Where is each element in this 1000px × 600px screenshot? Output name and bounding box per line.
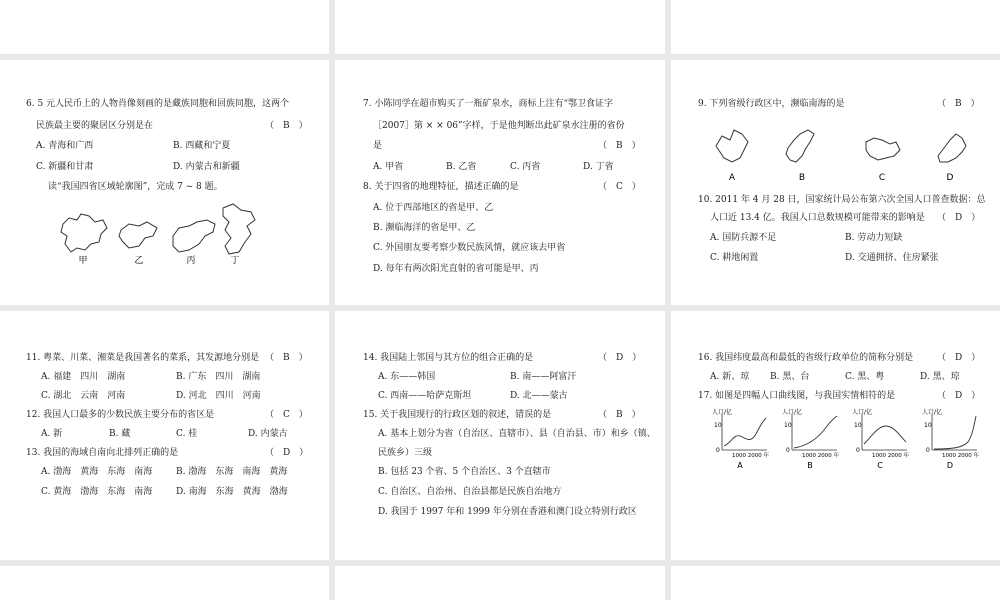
graph-c-curve [864,426,906,444]
q11-answer: （ B ） [265,353,308,363]
q13-option-a: A. 渤海 黄海 东海 南海 [41,467,153,477]
q16-option-d: D. 黑、琼 [920,372,960,382]
graph-a-y0: 0 [716,447,720,454]
q11-option-d: D. 河北 四川 河南 [176,391,261,401]
q14-option-b: B. 南——阿富汗 [510,372,577,382]
shape-option-d [938,134,966,162]
q7-8-intro: 读“我国四省区域轮廓图”，完成 7 ~ 8 题。 [48,182,223,192]
province-map-ding [223,204,255,254]
graph-d-xticks: 1000 2000 年 [942,453,979,459]
card-bottom-mid-partial [335,566,665,600]
graph-d [922,408,979,470]
province-map-bing [173,220,215,252]
graph-d-label: D [946,461,954,470]
shape-option-a [716,130,748,162]
province-shape-options [710,122,970,184]
q6-answer: （ B ） [265,121,308,131]
q13-option-b: B. 渤海 东海 南海 黄海 [176,467,288,477]
q8-option-d: D. 每年有两次阳光直射的省可能是甲、丙 [373,264,539,274]
q10-line1: 10. 2011 年 4 月 28 日，国家统计局公布第六次全国人口普查数据：总 [698,195,986,205]
graph-c-xticks: 1000 2000 年 [872,453,909,459]
graph-a-ylabel: 人口/亿 [712,409,733,416]
graph-d-ytick: 10 [924,422,932,429]
q10-option-a: A. 国防兵源不足 [710,233,777,243]
graph-d-curve [934,416,976,449]
graph-c-ytick: 10 [854,422,862,429]
map-label-yi: 乙 [134,256,144,266]
q6-option-b: B. 西藏和宁夏 [173,141,231,151]
q6-option-d: D. 内蒙古和新疆 [173,162,240,172]
graph-a-xticks: 1000 2000 年 [732,453,769,459]
q10-option-b: B. 劳动力短缺 [845,233,903,243]
q15-answer: （ B ） [598,410,641,420]
q14-option-d: D. 北——蒙古 [510,391,568,401]
map-label-ding: 丁 [230,256,240,266]
card-bottom-right-partial [671,566,1000,600]
q9-stem: 9. 下列省级行政区中，濒临南海的是 [698,99,845,109]
graph-b-xticks: 1000 2000 年 [802,453,839,459]
graph-b [782,408,839,470]
graph-a-label: A [737,461,743,470]
shape-option-c [866,138,900,160]
card-bottom-left-partial [0,566,329,600]
q7-line2: ［2007］第 × × 06”字样，于是他判断出此矿泉水注册的省份 [373,121,625,131]
q7-option-c: C. 丙省 [510,162,541,172]
graph-c-y0: 0 [856,447,860,454]
q12-option-b: B. 藏 [109,429,131,439]
map-label-jia: 甲 [78,256,88,266]
q15-option-c: C. 自治区、自治州、自治县都是民族自治地方 [378,487,562,497]
q10-answer: （ D ） [937,213,981,223]
q11-stem: 11. 粤菜、川菜、湘菜是我国著名的菜系，其发源地分别是 [26,353,260,363]
shape-label-c: C [878,173,886,183]
q12-stem: 12. 我国人口最多的少数民族主要分布的省区是 [26,410,215,420]
q14-stem: 14. 我国陆上邻国与其方位的组合正确的是 [363,353,534,363]
card-top-right-partial [671,0,1000,54]
card-top-mid-partial [335,0,665,54]
q12-option-d: D. 内蒙古 [248,429,288,439]
graph-b-label: B [807,461,813,470]
graph-c-ylabel: 人口/亿 [852,409,873,416]
q13-option-d: D. 南海 东海 黄海 渤海 [176,487,288,497]
graph-c [852,408,909,470]
q11-option-c: C. 湖北 云南 河南 [41,391,126,401]
q17-stem: 17. 如图是四幅人口曲线图，与我国实情相符的是 [698,391,896,401]
map-label-bing: 丙 [186,256,196,266]
q8-option-b: B. 濒临海洋的省是甲、乙 [373,223,476,233]
q6-line1: 6. 5 元人民币上的人物肖像刻画的是藏族同胞和回族同胞，这两个 [26,99,290,109]
shape-label-a: A [728,173,736,183]
q13-stem: 13. 我国的海域自南向北排列正确的是 [26,448,179,458]
graph-a-ytick: 10 [714,422,722,429]
card-top-left-partial [0,0,329,54]
q11-option-b: B. 广东 四川 湖南 [176,372,261,382]
q7-option-b: B. 乙省 [446,162,477,172]
graph-b-ytick: 10 [784,422,792,429]
province-map-jia [61,214,107,252]
q13-answer: （ D ） [265,448,309,458]
q16-stem: 16. 我国纬度最高和最低的省级行政单位的简称分别是 [698,353,914,363]
q7-line3: 是 [373,141,383,151]
q8-option-c: C. 外国朋友要考察少数民族风情，就应该去甲省 [373,243,566,253]
q8-answer: （ C ） [598,182,641,192]
graph-d-ylabel: 人口/亿 [922,409,943,416]
q12-option-c: C. 桂 [176,429,198,439]
graph-b-ylabel: 人口/亿 [782,409,803,416]
q8-stem: 8. 关于四省的地理特征，描述正确的是 [363,182,519,192]
q15-option-b: B. 包括 23 个省、5 个自治区、3 个直辖市 [378,467,551,477]
q6-option-a: A. 青海和广西 [36,141,94,151]
graph-d-y0: 0 [926,447,930,454]
shape-label-b: B [798,173,806,183]
graph-c-label: C [877,461,883,470]
q7-answer: （ B ） [598,141,641,151]
q10-option-d: D. 交通拥挤、住房紧张 [845,253,939,263]
q16-option-c: C. 黑、粤 [845,372,885,382]
graph-a-curve [724,418,766,446]
shape-option-b [786,130,814,162]
q7-option-a: A. 甲省 [373,162,404,172]
q12-answer: （ C ） [265,410,308,420]
province-outline-maps [55,200,285,270]
shape-label-d: D [946,173,954,183]
q17-answer: （ D ） [937,391,981,401]
province-map-yi [119,222,157,248]
graph-b-curve [794,416,837,448]
population-curve-graphs [712,406,982,472]
q15-option-d: D. 我国于 1997 年和 1999 年分别在香港和澳门设立特别行政区 [378,507,637,517]
q10-option-c: C. 耕地闲置 [710,253,759,263]
q10-line2: 人口近 13.4 亿。我国人口总数规模可能带来的影响是 [710,213,925,223]
q11-option-a: A. 福建 四川 湖南 [41,372,126,382]
q16-option-b: B. 黑、台 [770,372,810,382]
graph-b-y0: 0 [786,447,790,454]
q16-option-a: A. 新、琼 [710,372,750,382]
q9-answer: （ B ） [937,99,980,109]
q12-option-a: A. 新 [41,429,63,439]
q15-option-a-cont: 民族乡）三级 [378,448,433,458]
q8-option-a: A. 位于西部地区的省是甲、乙 [373,203,494,213]
q7-line1: 7. 小陈同学在超市购买了一瓶矿泉水，商标上注有“鄂卫食证字 [363,99,614,109]
q14-option-a: A. 东——韩国 [378,372,436,382]
q6-line2: 民族最主要的聚居区分别是在 [36,121,154,131]
graph-a [712,408,769,470]
q13-option-c: C. 黄海 渤海 东海 南海 [41,487,153,497]
q16-answer: （ D ） [937,353,981,363]
q14-answer: （ D ） [598,353,642,363]
q6-option-c: C. 新疆和甘肃 [36,162,94,172]
q15-stem: 15. 关于我国现行的行政区划的叙述，错误的是 [363,410,552,420]
q14-option-c: C. 西南——哈萨克斯坦 [378,391,472,401]
q15-option-a: A. 基本上划分为省（自治区、直辖市）、县（自治县、市）和乡（镇、 [378,429,656,439]
q7-option-d: D. 丁省 [583,162,614,172]
